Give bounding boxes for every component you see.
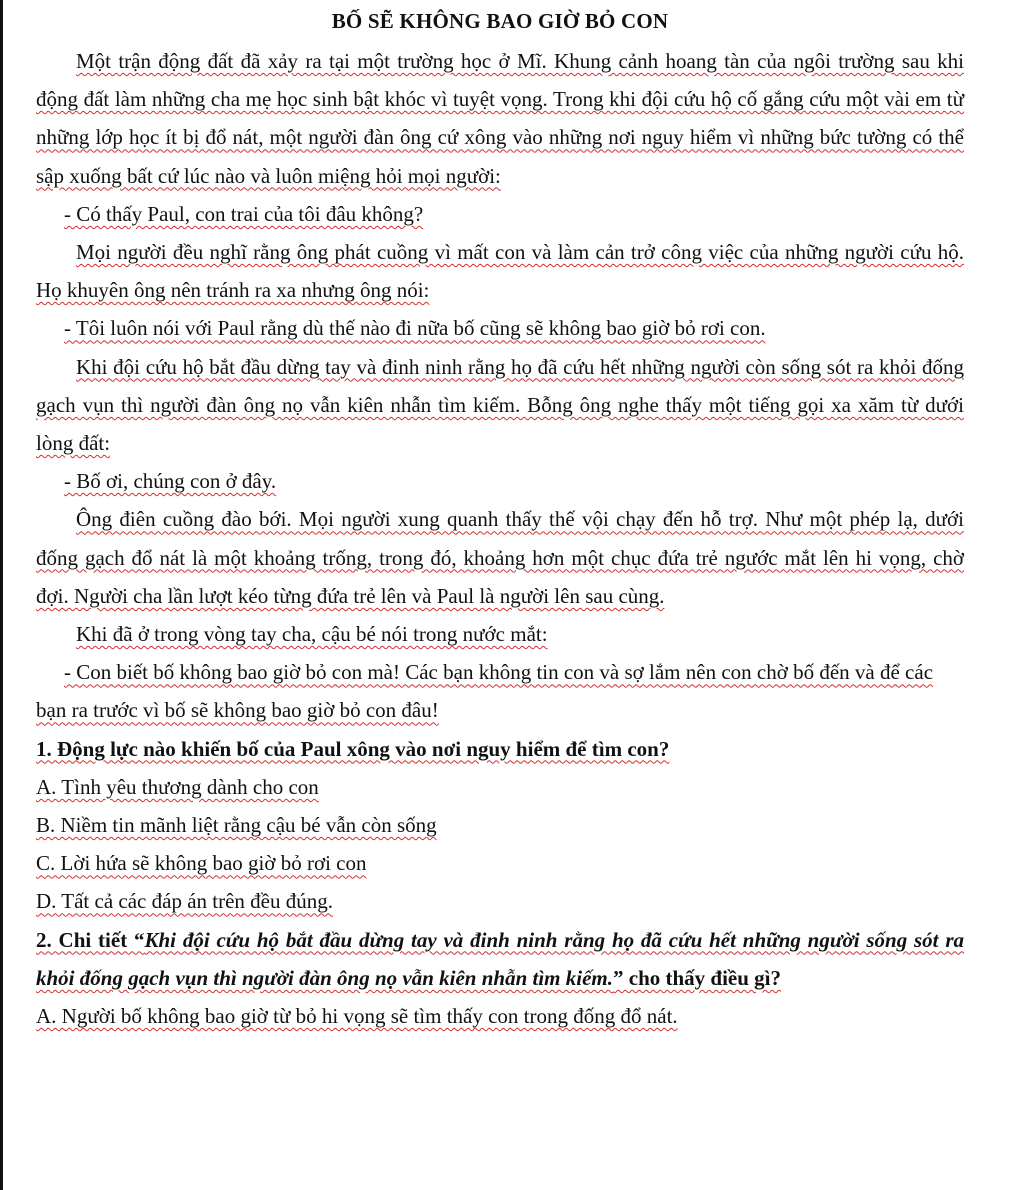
question-1: 1. Động lực nào khiến bố của Paul xông vào nơi nguy hiểm để tìm con? bbox=[36, 736, 670, 761]
question-2-suffix: ” cho thấy điều gì? bbox=[613, 965, 782, 990]
story-paragraph-2: Mọi người đều nghĩ rằng ông phát cuồng vì mất con và làm cản trở công việc của những người cứu hộ. Họ khuyên ông nên tránh ra xa nhưng ông nói: bbox=[36, 240, 964, 303]
question-1-option-a: A. Tình yêu thương dành cho con bbox=[36, 774, 319, 799]
story-dialogue-2: - Tôi luôn nói với Paul rằng dù thế nào đi nữa bố cũng sẽ không bao giờ bỏ rơi con. bbox=[64, 316, 766, 341]
story-paragraph-3: Khi đội cứu hộ bắt đầu dừng tay và đinh ninh rằng họ đã cứu hết những người còn sống sót ra khỏi đống gạch vụn thì người đàn ông nọ vẫn kiên nhẫn tìm kiếm. Bỗng ông nghe thấy một tiếng gọi xa xăm từ dưới lòng đất: bbox=[36, 354, 964, 456]
question-1-option-c: C. Lời hứa sẽ không bao giờ bỏ rơi con bbox=[36, 851, 367, 876]
story-dialogue-4: - Con biết bố không bao giờ bỏ con mà! Các bạn không tin con và sợ lắm nên con chờ bố đến và để các bạn ra trước vì bố sẽ không bao giờ bỏ con đâu! bbox=[36, 660, 934, 723]
story-paragraph-1: Một trận động đất đã xảy ra tại một trường học ở Mĩ. Khung cảnh hoang tàn của ngôi trường sau khi động đất làm những cha mẹ học sinh bật khóc vì tuyệt vọng. Trong khi đội cứu hộ cố gắng cứu một vài em từ những lớp học ít bị đổ nát, một người đàn ông cứ xông vào những nơi nguy hiểm vì những bức tường có thể sập xuống bất cứ lúc nào và luôn miệng hỏi mọi người: bbox=[36, 49, 964, 188]
document-page bbox=[36, 4, 964, 1035]
story-dialogue-1: - Có thấy Paul, con trai của tôi đâu không? bbox=[64, 201, 424, 226]
question-2 bbox=[36, 921, 964, 997]
story-dialogue-3: - Bố ơi, chúng con ở đây. bbox=[64, 469, 277, 494]
story-paragraph-4: Ông điên cuồng đào bới. Mọi người xung quanh thấy thế vội chạy đến hỗ trợ. Như một phép lạ, dưới đống gạch đổ nát là một khoảng trống, trong đó, khoảng hơn một chục đứa trẻ ngước mắt lên hi vọng, chờ đợi. Người cha lần lượt kéo từng đứa trẻ lên và Paul là người lên sau cùng. bbox=[36, 507, 964, 608]
question-2-prefix: 2. Chi tiết “ bbox=[36, 927, 145, 952]
page-edge bbox=[0, 0, 3, 1190]
question-1-option-b: B. Niềm tin mãnh liệt rằng cậu bé vẫn còn sống bbox=[36, 813, 437, 838]
question-2-option-a: A. Người bố không bao giờ từ bỏ hi vọng sẽ tìm thấy con trong đống đổ nát. bbox=[36, 1004, 678, 1029]
document-title: BỐ SẼ KHÔNG BAO GIỜ BỎ CON bbox=[331, 9, 669, 33]
story-paragraph-5: Khi đã ở trong vòng tay cha, cậu bé nói trong nước mắt: bbox=[76, 622, 548, 647]
question-1-option-d: D. Tất cả các đáp án trên đều đúng. bbox=[36, 889, 333, 914]
question-2-quote: Khi đội cứu hộ bắt đầu dừng tay và đinh ninh rằng họ đã cứu hết những người sống sót ra khỏi đống gạch vụn thì người đàn ông nọ vẫn kiên nhẫn tìm kiếm. bbox=[36, 927, 964, 990]
